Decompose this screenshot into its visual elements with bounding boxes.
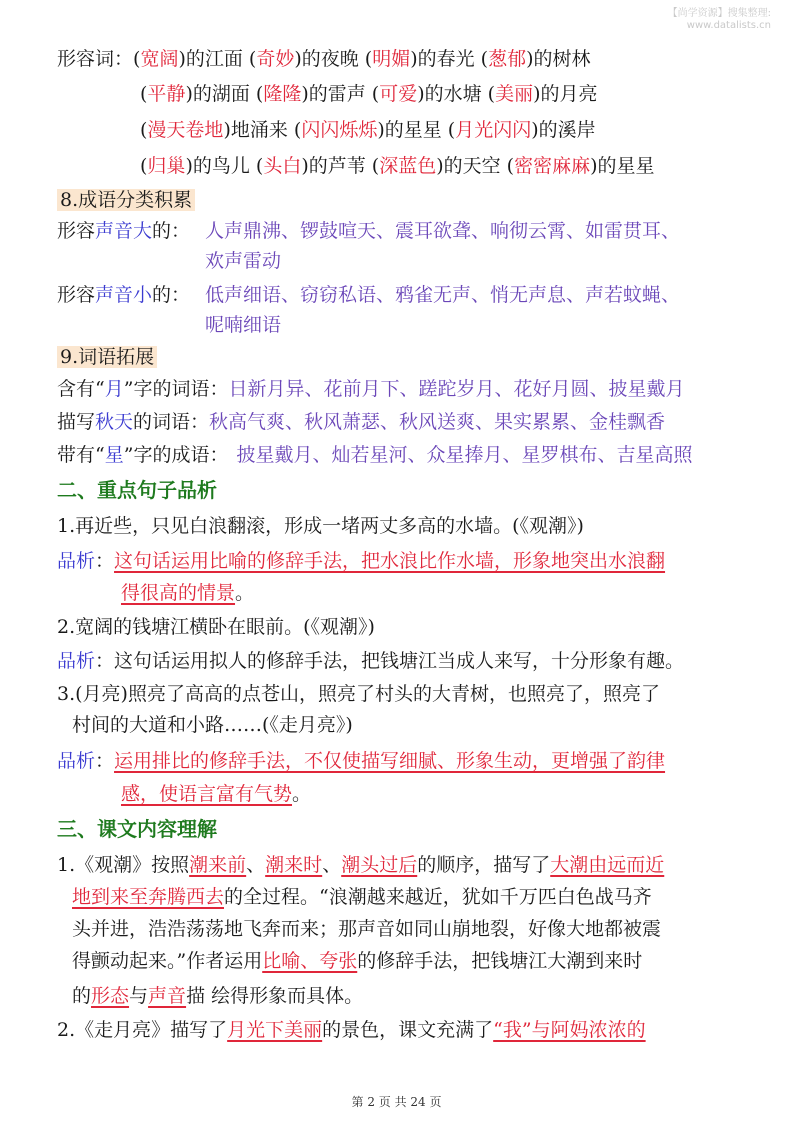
watermark-line1: 【尚学资源】搜集整理:	[667, 8, 771, 19]
analysis-3	[57, 746, 665, 776]
section-2-heading: 二、重点句子品析	[57, 478, 217, 502]
section-9	[57, 342, 157, 372]
loud-idioms-line1: 人声鼎沸、锣鼓喧天、震耳欲聋、响彻云霄、如雷贯耳、	[205, 220, 681, 242]
key-phrase: 声音	[148, 985, 187, 1007]
adj-word: 深蓝色	[379, 155, 437, 177]
section-8-heading: 8.成语分类积累	[57, 189, 195, 211]
adj-text: )的月亮	[533, 83, 598, 105]
watermark	[668, 8, 771, 32]
analysis-3-text: 感，使语言富有气势	[121, 783, 293, 805]
analysis-colon: ：	[95, 550, 115, 572]
sentence-3-cont: 村间的大道和小路……(《走月亮》)	[72, 714, 353, 736]
analysis-colon: ：	[95, 650, 115, 672]
key-phrase: 潮头过后	[341, 854, 418, 876]
label-text: 形容	[57, 220, 96, 242]
key-phrase: 形态	[91, 985, 130, 1007]
analysis-label: 品析	[57, 550, 96, 572]
analysis-1-text: 这句话运用比喻的修辞手法，把水浪比作水墙，形象地突出水浪翻	[114, 550, 666, 572]
analysis-end: 。	[292, 783, 312, 805]
adj-row-1	[57, 44, 591, 74]
key-phrase: 比喻、夸张	[262, 950, 358, 972]
label-key: 星	[104, 444, 124, 466]
text: 得颤动起来。”作者运用	[72, 950, 263, 972]
text: 1.《观潮》按照	[57, 854, 190, 876]
adj-row-3	[140, 115, 596, 145]
adj-text: )的溪岸	[531, 119, 596, 141]
loud-label	[57, 216, 190, 246]
label-text: 的：	[152, 220, 191, 242]
watermark-line2: www.datalists.cn	[686, 20, 771, 31]
label-text: ”字的词语：	[123, 378, 229, 400]
adj-text: )的江面 (	[178, 48, 257, 70]
understanding-1-line4	[72, 946, 642, 976]
understanding-1-line1	[57, 850, 664, 880]
soft-label	[57, 280, 190, 310]
label-key: 月	[104, 378, 124, 400]
label-key: 秋天	[95, 411, 134, 433]
label-text: ”字的成语：	[123, 444, 229, 466]
loud-idioms-line2: 欢声雷动	[205, 250, 282, 272]
adj-word: 葱郁	[488, 48, 527, 70]
text: 的	[72, 985, 92, 1007]
analysis-2-text: 这句话运用拟人的修辞手法，把钱塘江当成人来写，十分形象有趣。	[114, 650, 685, 672]
analysis-1	[57, 546, 665, 576]
sentence-2: 2.宽阔的钱塘江横卧在眼前。(《观潮》)	[57, 616, 375, 638]
understanding-1-line3: 头并进，浩浩荡荡地飞奔而来；那声音如同山崩地裂，好像大地都被震	[72, 918, 662, 940]
text: 2.《走月亮》描写了	[57, 1019, 228, 1041]
label-text: 的：	[152, 284, 191, 306]
word-list: 日新月异、花前月下、蹉跎岁月、花好月圆、披星戴月	[228, 378, 685, 400]
adj-word: 奇妙	[256, 48, 295, 70]
adj-text: )地涌来 (	[223, 119, 302, 141]
adj-word: 平静	[147, 83, 186, 105]
label-key: 声音小	[95, 284, 153, 306]
key-phrase: 月光下美丽	[227, 1019, 323, 1041]
label-text: 带有“	[57, 444, 105, 466]
adj-word: 漫天卷地	[147, 119, 224, 141]
adj-text: )的水塘 (	[417, 83, 496, 105]
section-3-heading: 三、课文内容理解	[57, 817, 217, 841]
page-footer: 第 2 页 共 24 页	[351, 1095, 442, 1109]
adj-text: )的星星	[590, 155, 655, 177]
adj-text: )的天空 (	[436, 155, 515, 177]
adj-row-4	[140, 151, 655, 181]
understanding-1-line5	[72, 981, 363, 1011]
key-phrase: 大潮由远而近	[550, 854, 665, 876]
text: 的全过程。“浪潮越来越近，犹如千万匹白色战马齐	[224, 886, 652, 908]
word-list: 秋高气爽、秋风萧瑟、秋风送爽、果实累累、金桂飘香	[209, 411, 666, 433]
adj-text: )的芦苇 (	[301, 155, 380, 177]
section-9-heading: 9.词语拓展	[57, 346, 157, 368]
adj-word: 月光闪闪	[455, 119, 532, 141]
adj-text: (	[133, 48, 141, 70]
analysis-1-cont	[121, 578, 254, 608]
text: 的修辞手法，把钱塘江大潮到来时	[357, 950, 643, 972]
analysis-1-text: 得很高的情景	[121, 582, 236, 604]
adj-word: 可爱	[379, 83, 418, 105]
adj-word: 闪闪烁烁	[301, 119, 378, 141]
soft-idioms-line2: 呢喃细语	[205, 314, 282, 336]
label-text: 含有“	[57, 378, 105, 400]
key-phrase: 潮来前	[189, 854, 247, 876]
adj-text: )的夜晚 (	[294, 48, 373, 70]
adj-text: )的春光 (	[410, 48, 489, 70]
label-text: 描写	[57, 411, 96, 433]
label-text: 的词语：	[133, 411, 210, 433]
text: 描 绘得形象而具体。	[186, 985, 364, 1007]
word-list: 披星戴月、灿若星河、众星捧月、星罗棋布、吉星高照	[236, 444, 693, 466]
text: 、	[246, 854, 266, 876]
key-phrase: 潮来时	[265, 854, 323, 876]
label-text: 形容	[57, 284, 96, 306]
adj-text: )的湖面 (	[185, 83, 264, 105]
adj-row-2	[140, 79, 598, 109]
expand-row-1	[57, 374, 684, 404]
analysis-2	[57, 646, 684, 676]
text: 、	[322, 854, 342, 876]
analysis-label: 品析	[57, 750, 96, 772]
adj-text: )的雷声 (	[301, 83, 380, 105]
adj-word: 美丽	[495, 83, 534, 105]
sentence-1: 1.再近些，只见白浪翻滚，形成一堵两丈多高的水墙。(《观潮》)	[57, 515, 584, 537]
understanding-2-line1	[57, 1015, 646, 1045]
adj-text: (	[140, 119, 148, 141]
expand-row-3	[57, 440, 692, 470]
label-key: 声音大	[95, 220, 153, 242]
analysis-label: 品析	[57, 650, 96, 672]
analysis-end: 。	[235, 582, 255, 604]
text: 与	[129, 985, 149, 1007]
key-phrase: “我”与阿妈浓浓的	[493, 1019, 646, 1041]
adj-word: 头白	[263, 155, 302, 177]
adj-text: )的鸟儿 (	[185, 155, 264, 177]
analysis-3-cont	[121, 779, 311, 809]
sentence-3: 3.(月亮)照亮了高高的点苍山，照亮了村头的大青树，也照亮了，照亮了	[57, 683, 660, 705]
adj-word: 宽阔	[140, 48, 179, 70]
section-8	[57, 185, 195, 215]
adj-text: )的星星 (	[377, 119, 456, 141]
soft-idioms-line1: 低声细语、窃窃私语、鸦雀无声、悄无声息、声若蚊蝇、	[205, 284, 681, 306]
adj-text: )的树林	[526, 48, 591, 70]
key-phrase: 地到来至奔腾西去	[72, 886, 225, 908]
analysis-colon: ：	[95, 750, 115, 772]
adj-word: 隆隆	[263, 83, 302, 105]
adj-text: (	[140, 155, 148, 177]
adj-text: (	[140, 83, 148, 105]
adj-word: 密密麻麻	[514, 155, 591, 177]
text: 的顺序，描写了	[417, 854, 551, 876]
adj-word: 归巢	[147, 155, 186, 177]
expand-row-2	[57, 407, 665, 437]
analysis-3-text: 运用排比的修辞手法，不仅使描写细腻、形象生动，更增强了韵律	[114, 750, 666, 772]
adj-word: 明媚	[372, 48, 411, 70]
text: 的景色，课文充满了	[322, 1019, 494, 1041]
adj-label: 形容词：	[57, 48, 134, 70]
understanding-1-line2	[72, 882, 652, 912]
